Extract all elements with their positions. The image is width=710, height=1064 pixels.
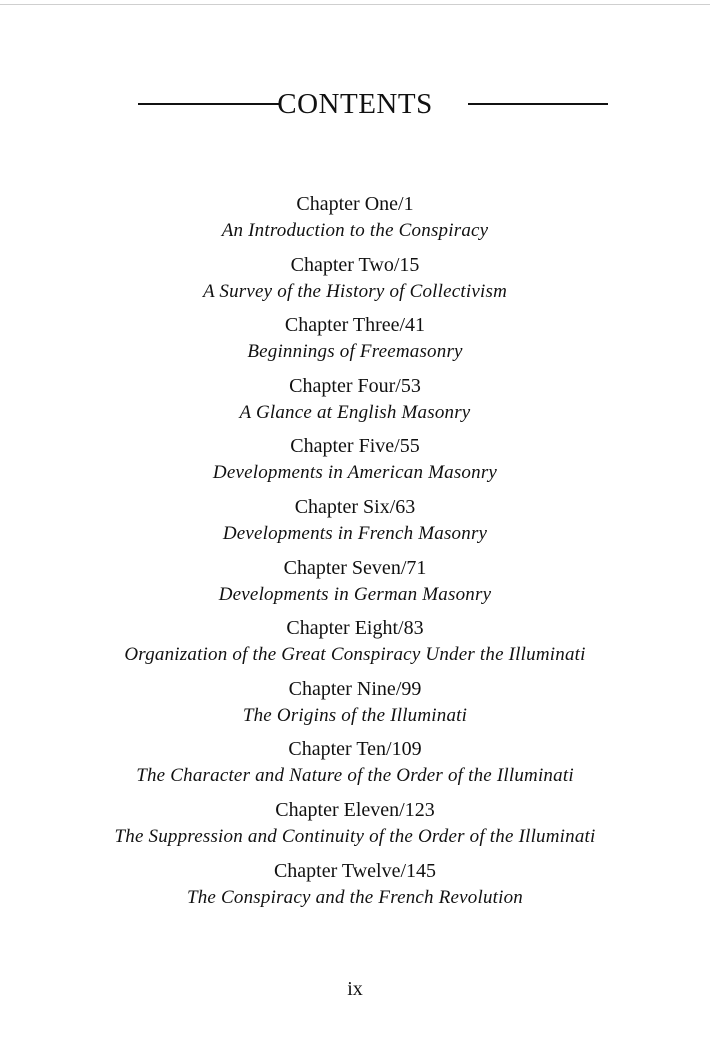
toc-entry-chapter-1 — [0, 190, 710, 251]
chapter-number: Chapter Ten/109 — [288, 738, 422, 761]
toc-entry-chapter-7 — [0, 554, 710, 615]
heading-rule-right — [468, 103, 608, 105]
toc-entry-chapter-4 — [0, 372, 710, 433]
chapter-number: Chapter Five/55 — [290, 435, 420, 458]
chapter-number: Chapter Nine/99 — [288, 677, 422, 700]
toc-entry-chapter-11 — [0, 796, 710, 857]
toc-entry-chapter-9 — [0, 675, 710, 736]
chapter-number: Chapter Four/53 — [289, 374, 421, 397]
contents-heading-row — [0, 84, 710, 128]
chapter-number: Chapter Eleven/123 — [275, 798, 435, 821]
chapter-title: Organization of the Great Conspiracy Under the Illuminati — [124, 644, 586, 666]
toc-entry-chapter-8 — [0, 614, 710, 675]
toc-entry-chapter-12 — [0, 857, 710, 918]
chapter-title: An Introduction to the Conspiracy — [221, 220, 489, 241]
toc-entry-chapter-6 — [0, 493, 710, 554]
chapter-title: The Conspiracy and the French Revolution — [186, 886, 524, 908]
chapter-number: Chapter Three/41 — [284, 314, 426, 337]
table-of-contents — [0, 190, 710, 917]
toc-entry-chapter-5 — [0, 432, 710, 493]
chapter-title: A Glance at English Masonry — [239, 401, 471, 423]
chapter-title: Developments in French Masonry — [222, 522, 488, 544]
chapter-title: The Suppression and Continuity of the Order of the Illuminati — [114, 825, 596, 847]
chapter-title: Beginnings of Freemasonry — [247, 341, 463, 363]
chapter-title: Developments in German Masonry — [218, 583, 492, 605]
chapter-title: A Survey of the History of Collectivism — [202, 280, 507, 302]
top-border-line — [0, 4, 710, 5]
chapter-number: Chapter Six/63 — [294, 495, 416, 518]
toc-entry-chapter-10 — [0, 735, 710, 796]
chapter-number: Chapter Eight/83 — [286, 617, 424, 640]
page-title: CONTENTS — [277, 88, 433, 120]
chapter-number: Chapter One/1 — [296, 193, 414, 215]
chapter-number: Chapter Seven/71 — [283, 556, 427, 579]
toc-entry-chapter-2 — [0, 251, 710, 312]
chapter-number: Chapter Twelve/145 — [273, 859, 437, 882]
page-number: ix — [347, 978, 363, 1000]
chapter-title: Developments in American Masonry — [212, 462, 498, 484]
chapter-title: The Character and Nature of the Order of the Illuminati — [136, 765, 574, 787]
toc-entry-chapter-3 — [0, 311, 710, 372]
chapter-title: The Origins of the Illuminati — [242, 704, 468, 726]
chapter-number: Chapter Two/15 — [290, 253, 420, 276]
